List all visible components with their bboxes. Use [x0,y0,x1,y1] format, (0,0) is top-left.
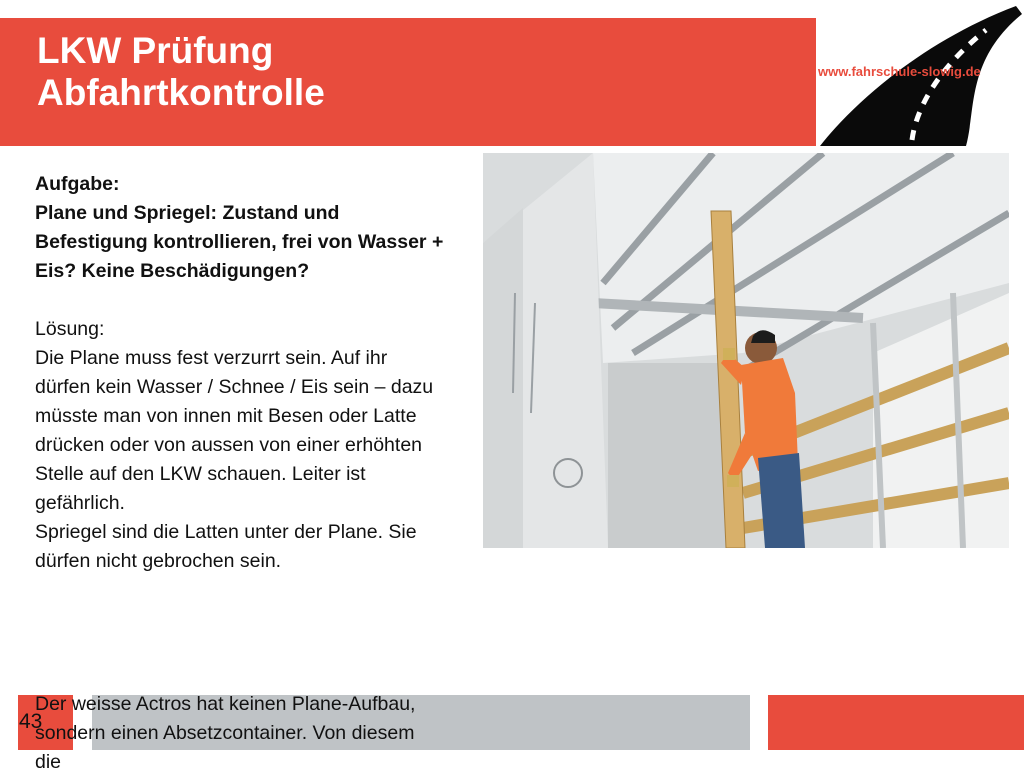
overflow-text [35,690,445,777]
task-heading: Aufgabe: [35,173,120,195]
truck-tarpaulin-photo [483,153,1009,548]
footer-right-block [768,695,1024,750]
title-line-1: LKW Prüfung [37,30,274,71]
solution-paragraph-1: Die Plane muss fest verzurrt sein. Auf ihr dürfen kein Wasser / Schnee / Eis sein – dazu müsste man von innen mit Besen oder Latte drücken oder von aussen von einer erhöhten Stelle auf den LKW schauen. Leiter ist gefährlich. [35,347,434,514]
slide-title [37,30,325,114]
solution-paragraph-3: Der weisse Actros hat keinen Plane-Aufbau, sondern einen Absetzcontainer. Von diesem die [35,693,416,773]
spacer [35,286,445,315]
page-number: 43 [19,710,43,733]
title-line-2: Abfahrtkontrolle [37,72,325,113]
solution-heading: Lösung: [35,318,105,340]
solution-paragraph-2: Spriegel sind die Latten unter der Plane. Sie dürfen nicht gebrochen sein. [35,521,417,572]
body-text [35,170,445,576]
logo-url: www.fahrschule-slowig.de [818,64,981,79]
task-text: Plane und Spriegel: Zustand und Befestigung kontrollieren, frei von Wasser + Eis? Keine Beschädigungen? [35,202,444,282]
